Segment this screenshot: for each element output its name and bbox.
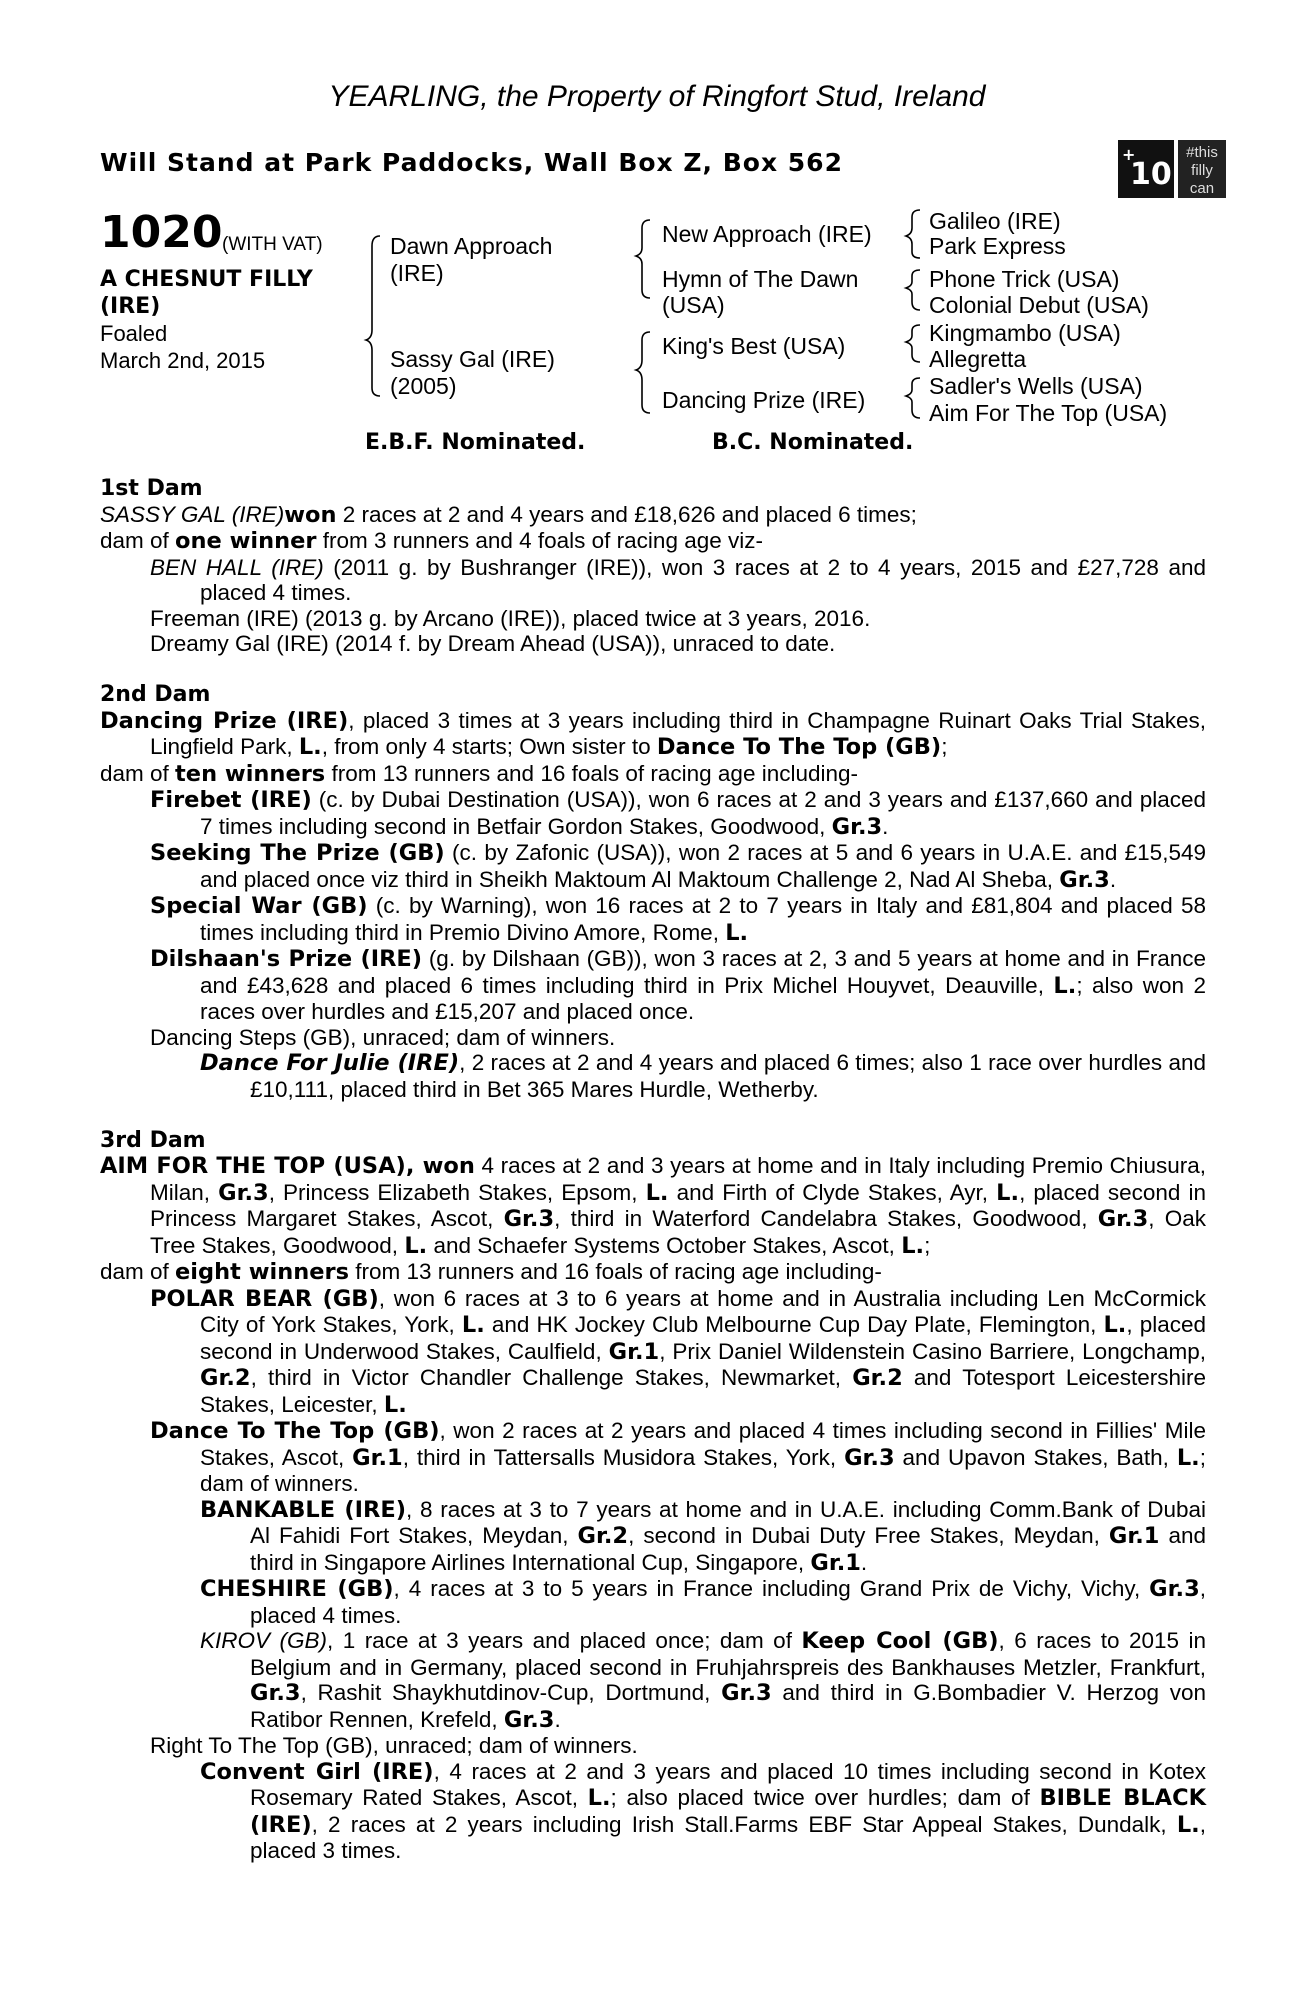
text: ; [941, 734, 948, 759]
produce-cheshire [100, 1576, 1206, 1628]
produce-firebet [100, 787, 1206, 840]
logo-plus: + [1122, 145, 1136, 164]
grade: L. [1176, 1811, 1200, 1838]
text: (c. by Dubai Destination (USA)), won 6 races at 2 and 3 years and £137,660 and placed 7 times including second in Betfair Gordon Stakes, Goodwood, [200, 787, 1206, 839]
text: (c. by Warning), won 16 races at 2 to 7 years in Italy and £81,804 and placed 58 times including third in Premio Divino Amore, Rome, [200, 893, 1206, 945]
stand-location: Will Stand at Park Paddocks, Wall Box Z, Box 562 [100, 148, 843, 177]
text: . [882, 813, 889, 839]
logo-line2: filly [1191, 162, 1213, 179]
first-dam-name: SASSY GAL (IRE) [100, 501, 285, 527]
text: 4 races at 2 and 3 years at home and in Italy including Premio Chiusura, Milan, [150, 1153, 1206, 1205]
horse-name: Dilshaan's Prize (IRE) [150, 946, 423, 972]
page-title: YEARLING, the Property of Ringfort Stud, Ireland [328, 80, 986, 113]
produce-dilshaans-prize [100, 946, 1206, 1025]
one-winner: one winner [175, 528, 317, 554]
eight-winners: eight winners [175, 1259, 350, 1285]
horse-name: POLAR BEAR (GB) [150, 1285, 379, 1312]
grade: Gr.1 [1108, 1523, 1160, 1549]
grade: Gr.3 [1097, 1206, 1149, 1232]
grade: Gr.3 [1149, 1576, 1200, 1602]
first-dam-produce [100, 528, 1206, 555]
sister-name: Dance To The Top (GB) [656, 734, 942, 760]
text: , 2 races at 2 years including Irish Stall.Farms EBF Star Appeal Stakes, Dundalk, [311, 1811, 1177, 1837]
text: ; also placed twice over hurdles; dam of [610, 1785, 1040, 1810]
text: from 3 runners and 4 foals of racing age viz- [316, 528, 763, 553]
horse-name: BANKABLE (IRE) [200, 1496, 407, 1523]
grade: Gr.2 [200, 1365, 251, 1391]
text: , placed second in Princess Margaret Stakes, Ascot, [150, 1179, 1206, 1231]
text: , Rashit Shaykhutdinov-Cup, Dortmund, [300, 1680, 722, 1705]
first-dam-won: won [284, 501, 337, 528]
produce-dance-to-the-top [100, 1418, 1206, 1497]
text: , placed second in Underwood Stakes, Caulfield, [200, 1312, 1207, 1364]
grade: Gr.3 [503, 1706, 555, 1733]
foal-name: BEN HALL (IRE) [150, 554, 324, 580]
text: , second in Dubai Duty Free Stakes, Meydan, [628, 1523, 1109, 1548]
text: ; [924, 1232, 931, 1258]
text: , 2 races at 2 and 4 years and placed 6 times; also 1 race over hurdles and £10,111, placed third in Bet 365 Mares Hurdle, Wetherby. [250, 1050, 1206, 1102]
won: , won [405, 1153, 475, 1179]
grade: Gr.1 [608, 1338, 660, 1365]
grade: Gr.3 [721, 1680, 772, 1706]
ped-ddd: Aim For The Top (USA) [929, 400, 1168, 426]
ped-sss: Galileo (IRE) [929, 208, 1061, 234]
text: , third in Victor Chandler Challenge Stakes, Newmarket, [250, 1365, 853, 1390]
text: . [554, 1706, 561, 1732]
horse-name: KIROV (GB) [200, 1628, 327, 1653]
bc-nominated: B.C. Nominated. [712, 430, 914, 455]
lot-name-line2: (IRE) [100, 294, 161, 319]
text: (c. by Zafonic (USA)), won 2 races at 5 and 6 years in U.A.E. and £15,549 and placed once viz third in Sheikh Maktoum Al Maktoum Challenge 2, Nad Al Sheba, [200, 840, 1206, 892]
sire-line2: (IRE) [390, 260, 444, 286]
text: and HK Jockey Club Melbourne Cup Day Plate, Flemington, [484, 1312, 1104, 1337]
produce-bankable [100, 1497, 1206, 1577]
grade: L. [725, 919, 749, 946]
second-dam-produce [100, 761, 1206, 788]
text: , 4 races at 3 to 5 years in France including Grand Prix de Vichy, Vichy, [393, 1576, 1150, 1601]
text: , won 2 races at 2 years and placed 4 times including second in Fillies' Mile Stakes, Ascot, [200, 1418, 1207, 1470]
text: and Firth of Clyde Stakes, Ayr, [668, 1179, 997, 1205]
brace-dam [636, 332, 650, 413]
text: (2011 g. by Bushranger (IRE)), won 3 races at 2 to 4 years, 2015 and £27,728 and placed 4 times. [200, 554, 1206, 605]
grade: Gr.3 [844, 1444, 895, 1471]
brace-dd [906, 378, 920, 418]
horse-name: CHESHIRE (GB) [200, 1576, 394, 1602]
produce-right-to-the-top: Right To The Top (GB), unraced; dam of winners. [150, 1733, 638, 1758]
text: , from only 4 starts; Own sister to [321, 734, 657, 759]
third-dam-record [100, 1153, 1206, 1259]
sire-sire: New Approach (IRE) [662, 221, 872, 247]
sire-dam-line1: Hymn of The Dawn [662, 266, 859, 292]
text: , won 6 races at 3 to 6 years at home and in Australia including Len McCormick City of York Stakes, York, [200, 1285, 1206, 1337]
text: , third in Tattersalls Musidora Stakes, York, [402, 1444, 845, 1470]
grade: Gr.3 [218, 1179, 269, 1206]
grade: Gr.2 [577, 1523, 629, 1549]
text: , 1 race at 3 years and placed once; dam of [326, 1628, 802, 1653]
lot-name-line1: A CHESNUT FILLY [100, 267, 313, 292]
catalogue-body [100, 476, 1206, 1864]
sire-line1: Dawn Approach [390, 233, 553, 259]
produce-kirov [100, 1628, 1206, 1733]
text: and Totesport Leicestershire Stakes, Leicester, [200, 1365, 1206, 1417]
horse-name: Keep Cool (GB) [801, 1628, 999, 1654]
text: from 13 runners and 16 foals of racing age including- [349, 1259, 882, 1284]
produce-special-war [100, 893, 1206, 946]
grade: Gr.1 [810, 1549, 861, 1576]
grade: Gr.2 [852, 1365, 903, 1391]
foaled-date: March 2nd, 2015 [100, 348, 266, 373]
text: and third in Singapore Airlines International Cup, Singapore, [250, 1523, 1206, 1575]
text: , Oak Tree Stakes, Goodwood, [150, 1206, 1206, 1258]
grade: L. [1053, 972, 1077, 999]
brace-ss [906, 210, 920, 258]
text: , 4 races at 2 and 3 years and placed 10 times including second in Kotex Rosemary Rated Stakes, Ascot, [250, 1758, 1206, 1810]
horse-name: Special War (GB) [150, 893, 368, 919]
foal-dreamy-gal: Dreamy Gal (IRE) (2014 f. by Dream Ahead (USA)), unraced to date. [150, 631, 836, 656]
grade: L. [461, 1312, 485, 1338]
text: ; dam of winners. [200, 1444, 1206, 1496]
text: dam of [100, 760, 176, 786]
dam-sire: King's Best (USA) [662, 333, 846, 359]
text: (g. by Dilshaan (GB)), won 3 races at 2, 3 and 5 years at home and in France and £43,628 and placed 6 times including third in Prix Michel Houyvet, Deauville, [200, 946, 1206, 998]
text: and third in G.Bombadier V. Herzog von Ratibor Rennen, Krefeld, [250, 1680, 1206, 1732]
text: ; also won 2 races over hurdles and £15,207 and placed once. [200, 972, 1207, 1024]
text: and Schaefer Systems October Stakes, Ascot, [427, 1232, 902, 1258]
text: , Prix Daniel Wildenstein Casino Barriere, Longchamp, [659, 1338, 1206, 1364]
text: dam of [100, 528, 176, 553]
grade: L. [298, 734, 322, 760]
lot-vat: (WITH VAT) [222, 234, 323, 255]
grade: L. [1103, 1312, 1127, 1338]
third-dam-name: AIM FOR THE TOP (USA) [100, 1153, 406, 1179]
grade: L. [383, 1391, 407, 1418]
dam-dam: Dancing Prize (IRE) [662, 387, 866, 413]
text: , 8 races at 3 to 7 years at home and in U.A.E. including Comm.Bank of Dubai Al Fahidi Fort Stakes, Meydan, [250, 1496, 1206, 1548]
ped-ssd: Park Express [929, 233, 1066, 259]
text: , placed 3 times. [250, 1811, 1206, 1863]
logo-line1: #this [1186, 144, 1218, 161]
horse-name: Convent Girl (IRE) [200, 1758, 434, 1785]
grade: L. [1176, 1444, 1200, 1471]
text: 2 races at 2 and 4 years and £18,626 and placed 6 times; [336, 501, 917, 527]
produce-dance-for-julie [100, 1050, 1206, 1102]
ped-dds: Sadler's Wells (USA) [929, 373, 1143, 399]
third-dam-produce [100, 1259, 1206, 1286]
ped-dss: Kingmambo (USA) [929, 320, 1121, 346]
foal-freeman: Freeman (IRE) (2013 g. by Arcano (IRE)), placed twice at 3 years, 2016. [150, 605, 871, 631]
grade: Gr.1 [352, 1444, 403, 1471]
grade: L. [587, 1785, 611, 1811]
ebf-nominated: E.B.F. Nominated. [365, 430, 586, 455]
text: , Princess Elizabeth Stakes, Epsom, [268, 1179, 646, 1205]
produce-convent-girl [100, 1759, 1206, 1864]
sire-dam-line2: (USA) [662, 292, 725, 318]
grade: L. [996, 1179, 1020, 1206]
text: dam of [100, 1259, 176, 1284]
lot-number: 1020 [100, 207, 223, 258]
ped-dsd: Allegretta [929, 346, 1027, 372]
text: , third in Waterford Candelabra Stakes, Goodwood, [554, 1206, 1098, 1231]
text: . [860, 1549, 868, 1575]
grade: L. [901, 1232, 925, 1259]
horse-name: Seeking The Prize (GB) [150, 840, 445, 866]
produce-seeking-the-prize [100, 840, 1206, 893]
ped-sds: Phone Trick (USA) [929, 266, 1120, 292]
brace-sd [906, 270, 920, 310]
text: and Upavon Stakes, Bath, [894, 1444, 1177, 1470]
brace-sire [636, 220, 650, 298]
grade: L. [404, 1232, 428, 1259]
produce-polar-bear [100, 1286, 1206, 1419]
dam-line1: Sassy Gal (IRE) [390, 346, 555, 372]
horse-name: Dance For Julie (IRE) [200, 1050, 460, 1076]
grade: Gr.3 [1059, 866, 1110, 893]
second-dam-heading: 2nd Dam [100, 682, 211, 707]
horse-name: Firebet (IRE) [150, 787, 312, 813]
second-dam-record [100, 708, 1206, 761]
ped-sdd: Colonial Debut (USA) [929, 292, 1149, 318]
grade: Gr.3 [250, 1680, 301, 1706]
grade: L. [645, 1179, 669, 1206]
text: , 6 races to 2015 in Belgium and in Germany, placed second in Fruhjahrspreis des Bankhauses Metzler, Frankfurt, [250, 1628, 1207, 1680]
brace-main [366, 236, 380, 396]
produce-dancing-steps: Dancing Steps (GB), unraced; dam of winners. [150, 1024, 616, 1050]
text: from 13 runners and 16 foals of racing age including- [325, 760, 859, 786]
grade: Gr.3 [503, 1206, 555, 1232]
third-dam-heading: 3rd Dam [100, 1127, 206, 1153]
foaled-label: Foaled [100, 321, 168, 346]
second-dam-name: Dancing Prize (IRE) [100, 707, 349, 734]
ten-winners: ten winners [175, 760, 326, 787]
brace-ds [906, 325, 920, 362]
logo-ten: 10 [1130, 157, 1172, 192]
horse-name: Dance To The Top (GB) [150, 1418, 440, 1444]
text: . [1109, 866, 1117, 892]
foal-ben-hall [100, 555, 1206, 606]
first-dam-heading: 1st Dam [100, 476, 203, 501]
first-dam-record [100, 502, 1206, 529]
grade: Gr.3 [831, 813, 883, 840]
text: , placed 3 times at 3 years including third in Champagne Ruinart Oaks Trial Stakes, Lingfield Park, [150, 707, 1206, 759]
logo-line3: can [1189, 180, 1215, 197]
text: , placed 4 times. [250, 1576, 1206, 1628]
horse-name: BIBLE BLACK (IRE) [250, 1785, 1207, 1838]
dam-line2: (2005) [390, 373, 457, 399]
